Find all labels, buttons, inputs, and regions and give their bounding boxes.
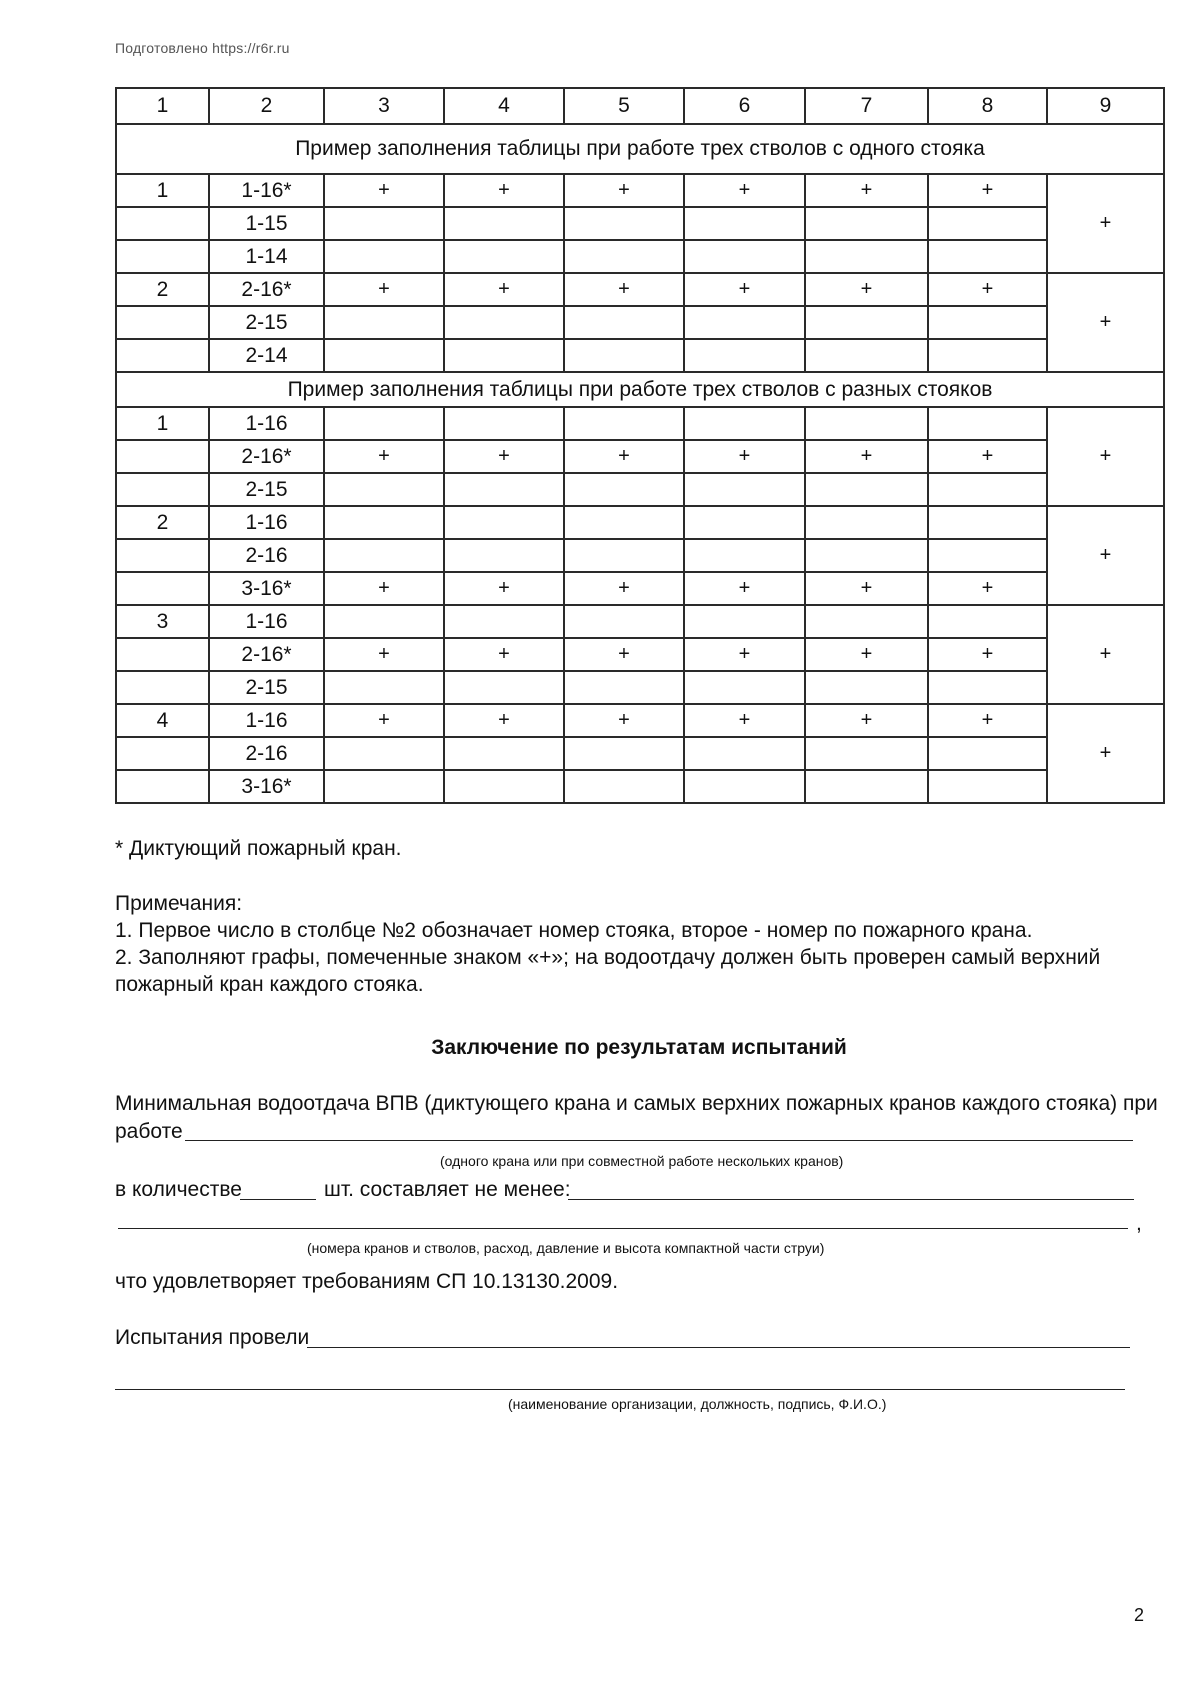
mark-cell [805,539,928,572]
mark-cell: + [684,174,805,207]
riser-number-cell [116,671,209,704]
mark-cell [564,207,684,240]
mark-cell: + [564,572,684,605]
column-header: 8 [928,88,1047,124]
quantity-fill-line [240,1199,316,1200]
column-header: 1 [116,88,209,124]
mark-cell [324,407,444,440]
mark-cell: + [805,174,928,207]
crane-number-cell: 1-14 [209,240,324,273]
mark-cell: + [928,440,1047,473]
mark-cell [928,539,1047,572]
mark-cell: + [684,273,805,306]
mark-cell [684,605,805,638]
mark-cell [684,506,805,539]
column-header: 7 [805,88,928,124]
table-row [116,572,1164,605]
mark-cell: + [444,638,564,671]
table-body [116,88,1164,803]
comma: , [1136,1212,1142,1235]
mark-cell: + [564,174,684,207]
mark-cell [684,539,805,572]
mark-cell: + [444,174,564,207]
mark-cell [564,306,684,339]
mark-cell [684,770,805,803]
mark-cell: + [444,572,564,605]
work-mode-fill-line [185,1140,1133,1141]
riser-number-cell: 4 [116,704,209,737]
mark-cell: + [928,572,1047,605]
table-row [116,539,1164,572]
column-header: 9 [1047,88,1164,124]
mark-cell [805,306,928,339]
riser-number-cell [116,737,209,770]
mark-cell: + [805,440,928,473]
table-row [116,407,1164,440]
mark-cell [444,737,564,770]
riser-number-cell [116,306,209,339]
mark-cell: + [805,638,928,671]
crane-number-cell: 2-15 [209,473,324,506]
mark-cell [684,339,805,372]
signature-caption: (наименование организации, должность, подпись, Ф.И.О.) [508,1396,887,1412]
result-mark-cell: + [1047,174,1164,273]
mark-cell [684,207,805,240]
prepared-by-note: Подготовлено https://r6r.ru [115,40,290,56]
mark-cell: + [684,638,805,671]
riser-number-cell [116,207,209,240]
mark-cell [324,737,444,770]
crane-number-cell: 2-16 [209,539,324,572]
column-header-row [116,88,1164,124]
table-row [116,174,1164,207]
mark-cell [928,770,1047,803]
hydrant-test-table [115,87,1165,804]
mark-cell [928,339,1047,372]
mark-cell: + [805,704,928,737]
mark-cell [444,207,564,240]
riser-number-cell [116,240,209,273]
table-row [116,339,1164,372]
table-row [116,671,1164,704]
mark-cell [684,473,805,506]
mark-cell: + [928,638,1047,671]
riser-number-cell [116,770,209,803]
riser-number-cell: 1 [116,174,209,207]
mark-cell: + [928,174,1047,207]
mark-cell [324,473,444,506]
table-row [116,207,1164,240]
section-title-row [116,124,1164,174]
column-header: 2 [209,88,324,124]
mark-cell [928,473,1047,506]
crane-number-cell: 1-16* [209,174,324,207]
mark-cell [444,306,564,339]
riser-number-cell: 3 [116,605,209,638]
crane-number-cell: 1-16 [209,407,324,440]
table-row [116,473,1164,506]
column-header: 4 [444,88,564,124]
crane-number-cell: 1-16 [209,605,324,638]
riser-number-cell: 2 [116,506,209,539]
page-number: 2 [1134,1605,1145,1625]
mark-cell [805,240,928,273]
mark-cell: + [564,273,684,306]
mark-cell [564,605,684,638]
result-mark-cell: + [1047,273,1164,372]
crane-number-cell: 2-16* [209,273,324,306]
table-row [116,440,1164,473]
crane-number-cell: 2-14 [209,339,324,372]
crane-number-cell: 1-15 [209,207,324,240]
cranes-fill-line [118,1228,1128,1229]
mark-cell: + [928,273,1047,306]
mark-cell: + [444,273,564,306]
table-row [116,506,1164,539]
mark-cell [928,737,1047,770]
mark-cell [928,407,1047,440]
column-header: 5 [564,88,684,124]
mark-cell [324,240,444,273]
conclusion-title: Заключение по результатам испытаний [431,1036,847,1059]
work-mode-caption: (одного крана или при совместной работе нескольких кранов) [440,1153,844,1169]
riser-number-cell [116,572,209,605]
riser-number-cell [116,473,209,506]
crane-number-cell: 2-16* [209,440,324,473]
mark-cell [324,506,444,539]
crane-number-cell: 2-16* [209,638,324,671]
mark-cell [444,671,564,704]
mark-cell [324,671,444,704]
result-mark-cell: + [1047,704,1164,803]
tested-by-label: Испытания провели [115,1326,310,1349]
conclusion-line-1: Минимальная водоотдача ВПВ (диктующего крана и самых верхних пожарных кранов каждого стояка) при [115,1092,1158,1115]
mark-cell [805,770,928,803]
mark-cell [928,207,1047,240]
section-title-row [116,372,1164,407]
mark-cell [444,770,564,803]
mark-cell [805,671,928,704]
mark-cell [324,605,444,638]
footnote: * Диктующий пожарный кран. [115,837,402,860]
mark-cell [444,407,564,440]
mark-cell: + [324,704,444,737]
mark-cell: + [444,704,564,737]
mark-cell [805,506,928,539]
mark-cell [444,473,564,506]
table-row [116,770,1164,803]
mark-cell [564,506,684,539]
mark-cell [684,240,805,273]
mark-cell [928,506,1047,539]
compliance-text: что удовлетворяет требованиям СП 10.13130.2009. [115,1270,619,1293]
mark-cell [444,240,564,273]
mark-cell [684,407,805,440]
crane-number-cell: 1-16 [209,704,324,737]
mark-cell [928,605,1047,638]
section-title: Пример заполнения таблицы при работе трех стволов с разных стояков [116,372,1164,407]
crane-number-cell: 3-16* [209,770,324,803]
mark-cell: + [564,704,684,737]
min-flow-fill-line [568,1199,1134,1200]
mark-cell [684,306,805,339]
mark-cell: + [444,440,564,473]
mark-cell [564,339,684,372]
riser-number-cell [116,638,209,671]
result-mark-cell: + [1047,407,1164,506]
column-header: 3 [324,88,444,124]
mark-cell: + [324,440,444,473]
mark-cell [564,671,684,704]
mark-cell [805,473,928,506]
note-1: 1. Первое число в столбце №2 обозначает номер стояка, второе - номер по пожарного крана. [115,919,1033,942]
mark-cell [805,339,928,372]
riser-number-cell [116,440,209,473]
section-title: Пример заполнения таблицы при работе трех стволов с одного стояка [116,124,1164,174]
mark-cell: + [805,273,928,306]
riser-number-cell: 1 [116,407,209,440]
table-row [116,605,1164,638]
mark-cell: + [324,572,444,605]
mark-cell [324,207,444,240]
mark-cell [805,737,928,770]
mark-cell [324,539,444,572]
mark-cell [928,671,1047,704]
mark-cell: + [564,440,684,473]
quantity-label: в количестве [115,1178,242,1201]
note-2-line-2: пожарный кран каждого стояка. [115,973,424,996]
table-row [116,273,1164,306]
crane-number-cell: 2-15 [209,671,324,704]
mark-cell [684,737,805,770]
mark-cell [564,240,684,273]
riser-number-cell [116,539,209,572]
tested-by-fill-line [307,1347,1130,1348]
result-mark-cell: + [1047,605,1164,704]
crane-number-cell: 2-15 [209,306,324,339]
mark-cell [444,506,564,539]
mark-cell: + [564,638,684,671]
note-2-line-1: 2. Заполняют графы, помеченные знаком «+»; на водоотдачу должен быть проверен самый верхний [115,946,1101,969]
crane-number-cell: 1-16 [209,506,324,539]
mark-cell [564,473,684,506]
crane-number-cell: 3-16* [209,572,324,605]
riser-number-cell: 2 [116,273,209,306]
result-mark-cell: + [1047,506,1164,605]
mark-cell [324,339,444,372]
mark-cell [805,207,928,240]
mark-cell [324,306,444,339]
mark-cell [928,306,1047,339]
table-row [116,638,1164,671]
notes-title: Примечания: [115,892,243,915]
mark-cell [444,605,564,638]
mark-cell [564,737,684,770]
mark-cell: + [684,572,805,605]
mark-cell: + [324,273,444,306]
mark-cell [805,605,928,638]
mark-cell [564,770,684,803]
table-row [116,306,1164,339]
mark-cell: + [928,704,1047,737]
mark-cell [564,539,684,572]
quantity-unit-label: шт. составляет не менее: [324,1178,571,1201]
mark-cell: + [684,704,805,737]
signature-fill-line [115,1389,1125,1390]
mark-cell [805,407,928,440]
mark-cell: + [805,572,928,605]
mark-cell [324,770,444,803]
column-header: 6 [684,88,805,124]
table-row [116,704,1164,737]
mark-cell: + [324,174,444,207]
mark-cell [684,671,805,704]
cranes-caption: (номера кранов и стволов, расход, давление и высота компактной части струи) [307,1240,825,1256]
riser-number-cell [116,339,209,372]
mark-cell: + [684,440,805,473]
mark-cell [564,407,684,440]
crane-number-cell: 2-16 [209,737,324,770]
table-row [116,737,1164,770]
table-row [116,240,1164,273]
conclusion-work-label: работе [115,1120,183,1143]
mark-cell [444,539,564,572]
mark-cell: + [324,638,444,671]
mark-cell [444,339,564,372]
mark-cell [928,240,1047,273]
